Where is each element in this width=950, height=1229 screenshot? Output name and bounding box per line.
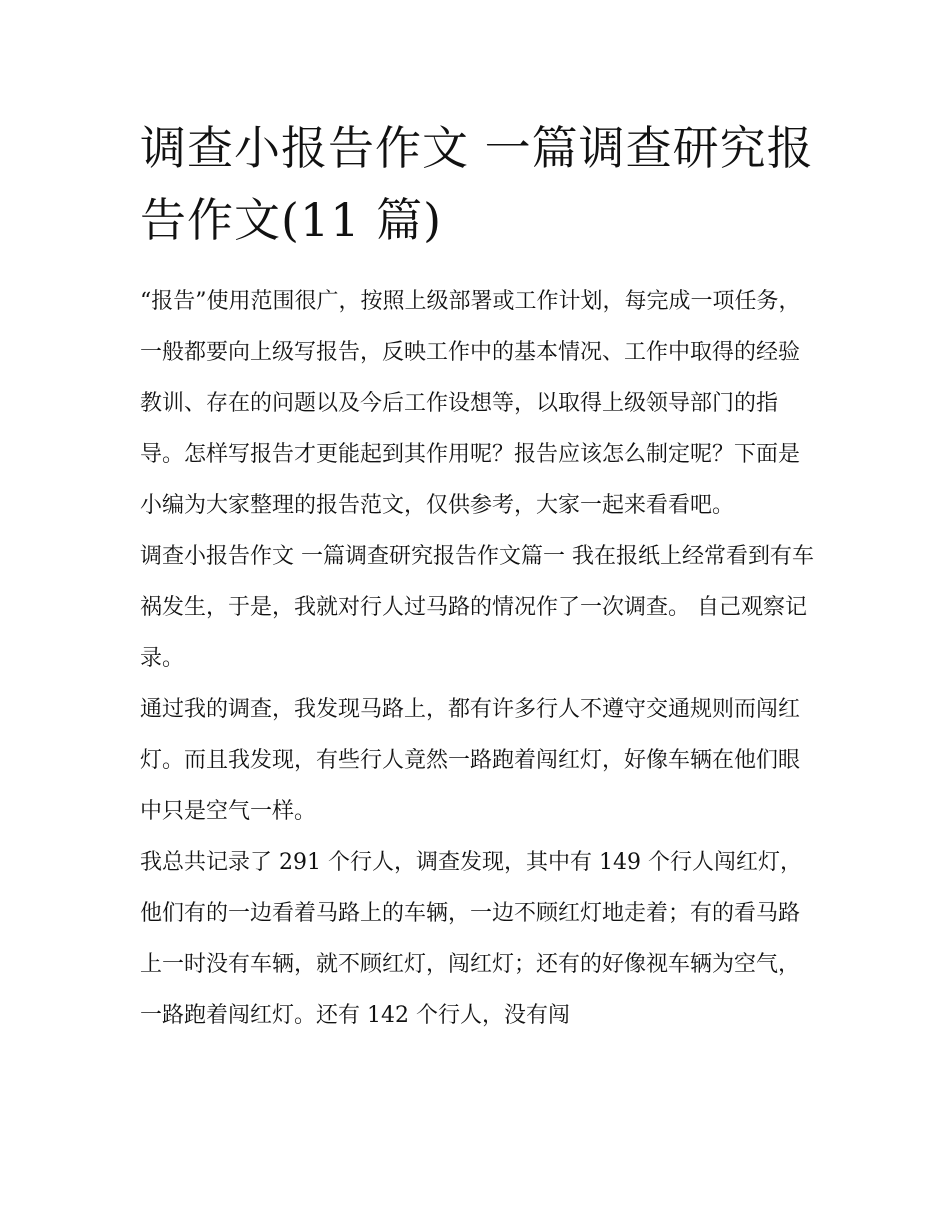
paragraph-statistics: 我总共记录了 291 个行人，调查发现，其中有 149 个行人闯红灯，他们有的一边看着马路上的车辆，一边不顾红灯地走着；有的看马路上一时没有车辆，就不顾红灯，闯红灯；还有的好像视车辆为空气，一路跑着闯红灯。还有 142 个行人，没有闯 xyxy=(140,850,802,1028)
document-body xyxy=(140,276,820,1041)
document-title: 调查小报告作文 一篇调查研究报告作文(11 篇) xyxy=(140,121,814,247)
paragraph-findings: 通过我的调查，我发现马路上，都有许多行人不遵守交通规则而闯红灯。而且我发现，有些行人竟然一路跑着闯红灯，好像车辆在他们眼中只是空气一样。 xyxy=(140,697,801,824)
paragraph-intro: “报告”使用范围很广，按照上级部署或工作计划，每完成一项任务，一般都要向上级写报告，反映工作中的基本情况、工作中取得的经验教训、存在的问题以及今后工作设想等，以取得上级领导部门的指导。怎样写报告才更能起到其作用呢？报告应该怎么制定呢？下面是小编为大家整理的报告范文，仅供参考，大家一起来看看吧。 xyxy=(140,289,801,518)
paragraph-survey-start: 调查小报告作文 一篇调查研究报告作文篇一 我在报纸上经常看到有车祸发生，于是，我就对行人过马路的情况作了一次调查。 自己观察记录。 xyxy=(140,544,814,671)
